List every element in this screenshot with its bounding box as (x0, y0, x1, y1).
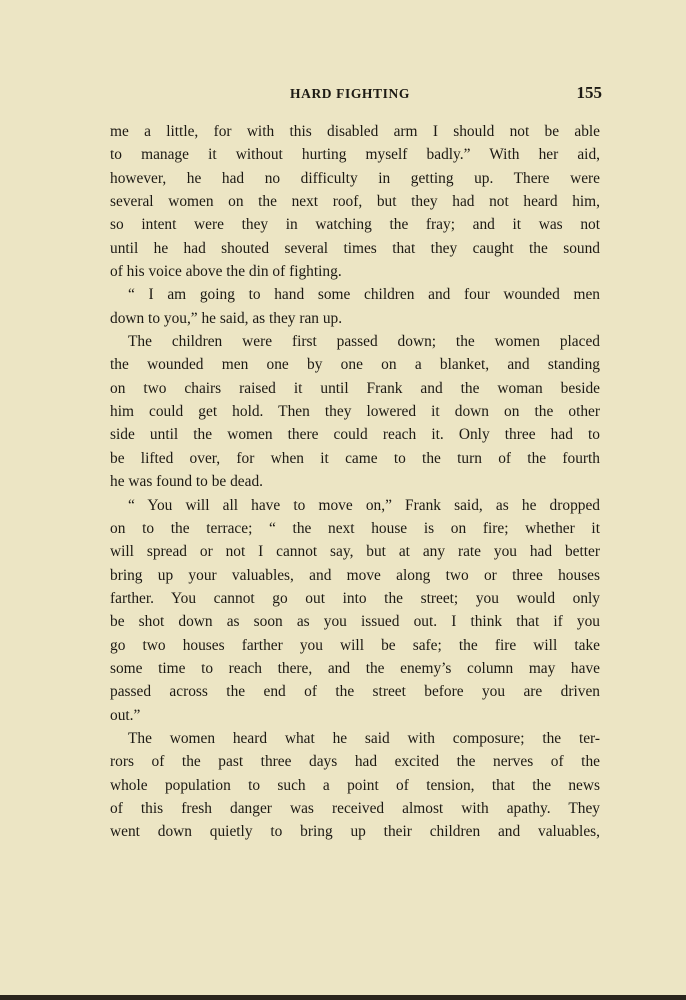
page-bottom-edge (0, 995, 686, 1000)
running-head (110, 83, 602, 106)
text-line: so intent were they in watching the fray; and it was not (110, 216, 600, 234)
text-line: the wounded men one by one on a blanket, and standing (110, 356, 600, 374)
text-line: some time to reach there, and the enemy’s column may have (110, 659, 600, 677)
text-line: down to you,” he said, as they ran up. (110, 309, 343, 327)
text-line: The children were first passed down; the women placed (128, 333, 600, 351)
text-line: however, he had no difficulty in getting up. There were (110, 169, 600, 187)
text-line: on two chairs raised it until Frank and the woman beside (110, 379, 600, 397)
text-line: him could get hold. Then they lowered it down on the other (110, 403, 600, 421)
text-line: side until the women there could reach it. Only three had to (110, 426, 600, 444)
text-line: rors of the past three days had excited the nerves of the (110, 753, 600, 771)
text-line: The women heard what he said with composure; the ter- (128, 729, 600, 747)
text-line: “ I am going to hand some children and four wounded men (128, 286, 600, 304)
text-line: bring up your valuables, and move along two or three houses (110, 566, 600, 584)
text-line: on to the terrace; “ the next house is on fire; whether it (110, 519, 600, 537)
page-number: 155 (576, 83, 602, 102)
text-line: of this fresh danger was received almost with apathy. They (110, 799, 600, 817)
text-line: went down quietly to bring up their children and valuables, (110, 823, 600, 841)
text-line: of his voice above the din of fighting. (110, 263, 342, 281)
text-line: go two houses farther you will be safe; the fire will take (110, 636, 600, 654)
text-line: several women on the next roof, but they had not heard him, (110, 193, 600, 211)
text-line: he was found to be dead. (110, 473, 264, 491)
text-line: farther. You cannot go out into the street; you would only (110, 589, 600, 607)
running-title: HARD FIGHTING (290, 86, 410, 101)
text-line: be lifted over, for when it came to the turn of the fourth (110, 449, 600, 467)
body-text (110, 120, 600, 844)
text-line: until he had shouted several times that they caught the sound (110, 239, 600, 257)
text-line: out.” (110, 706, 141, 724)
text-line: me a little, for with this disabled arm I should not be able (110, 123, 600, 140)
text-line: will spread or not I cannot say, but at any rate you had better (110, 543, 600, 561)
text-line: whole population to such a point of tension, that the news (110, 776, 600, 794)
text-line: passed across the end of the street before you are driven (110, 683, 600, 701)
text-line: to manage it without hurting myself badly.” With her aid, (110, 146, 600, 164)
text-line: “ You will all have to move on,” Frank said, as he dropped (128, 496, 600, 514)
text-line: be shot down as soon as you issued out. I think that if you (110, 613, 600, 631)
